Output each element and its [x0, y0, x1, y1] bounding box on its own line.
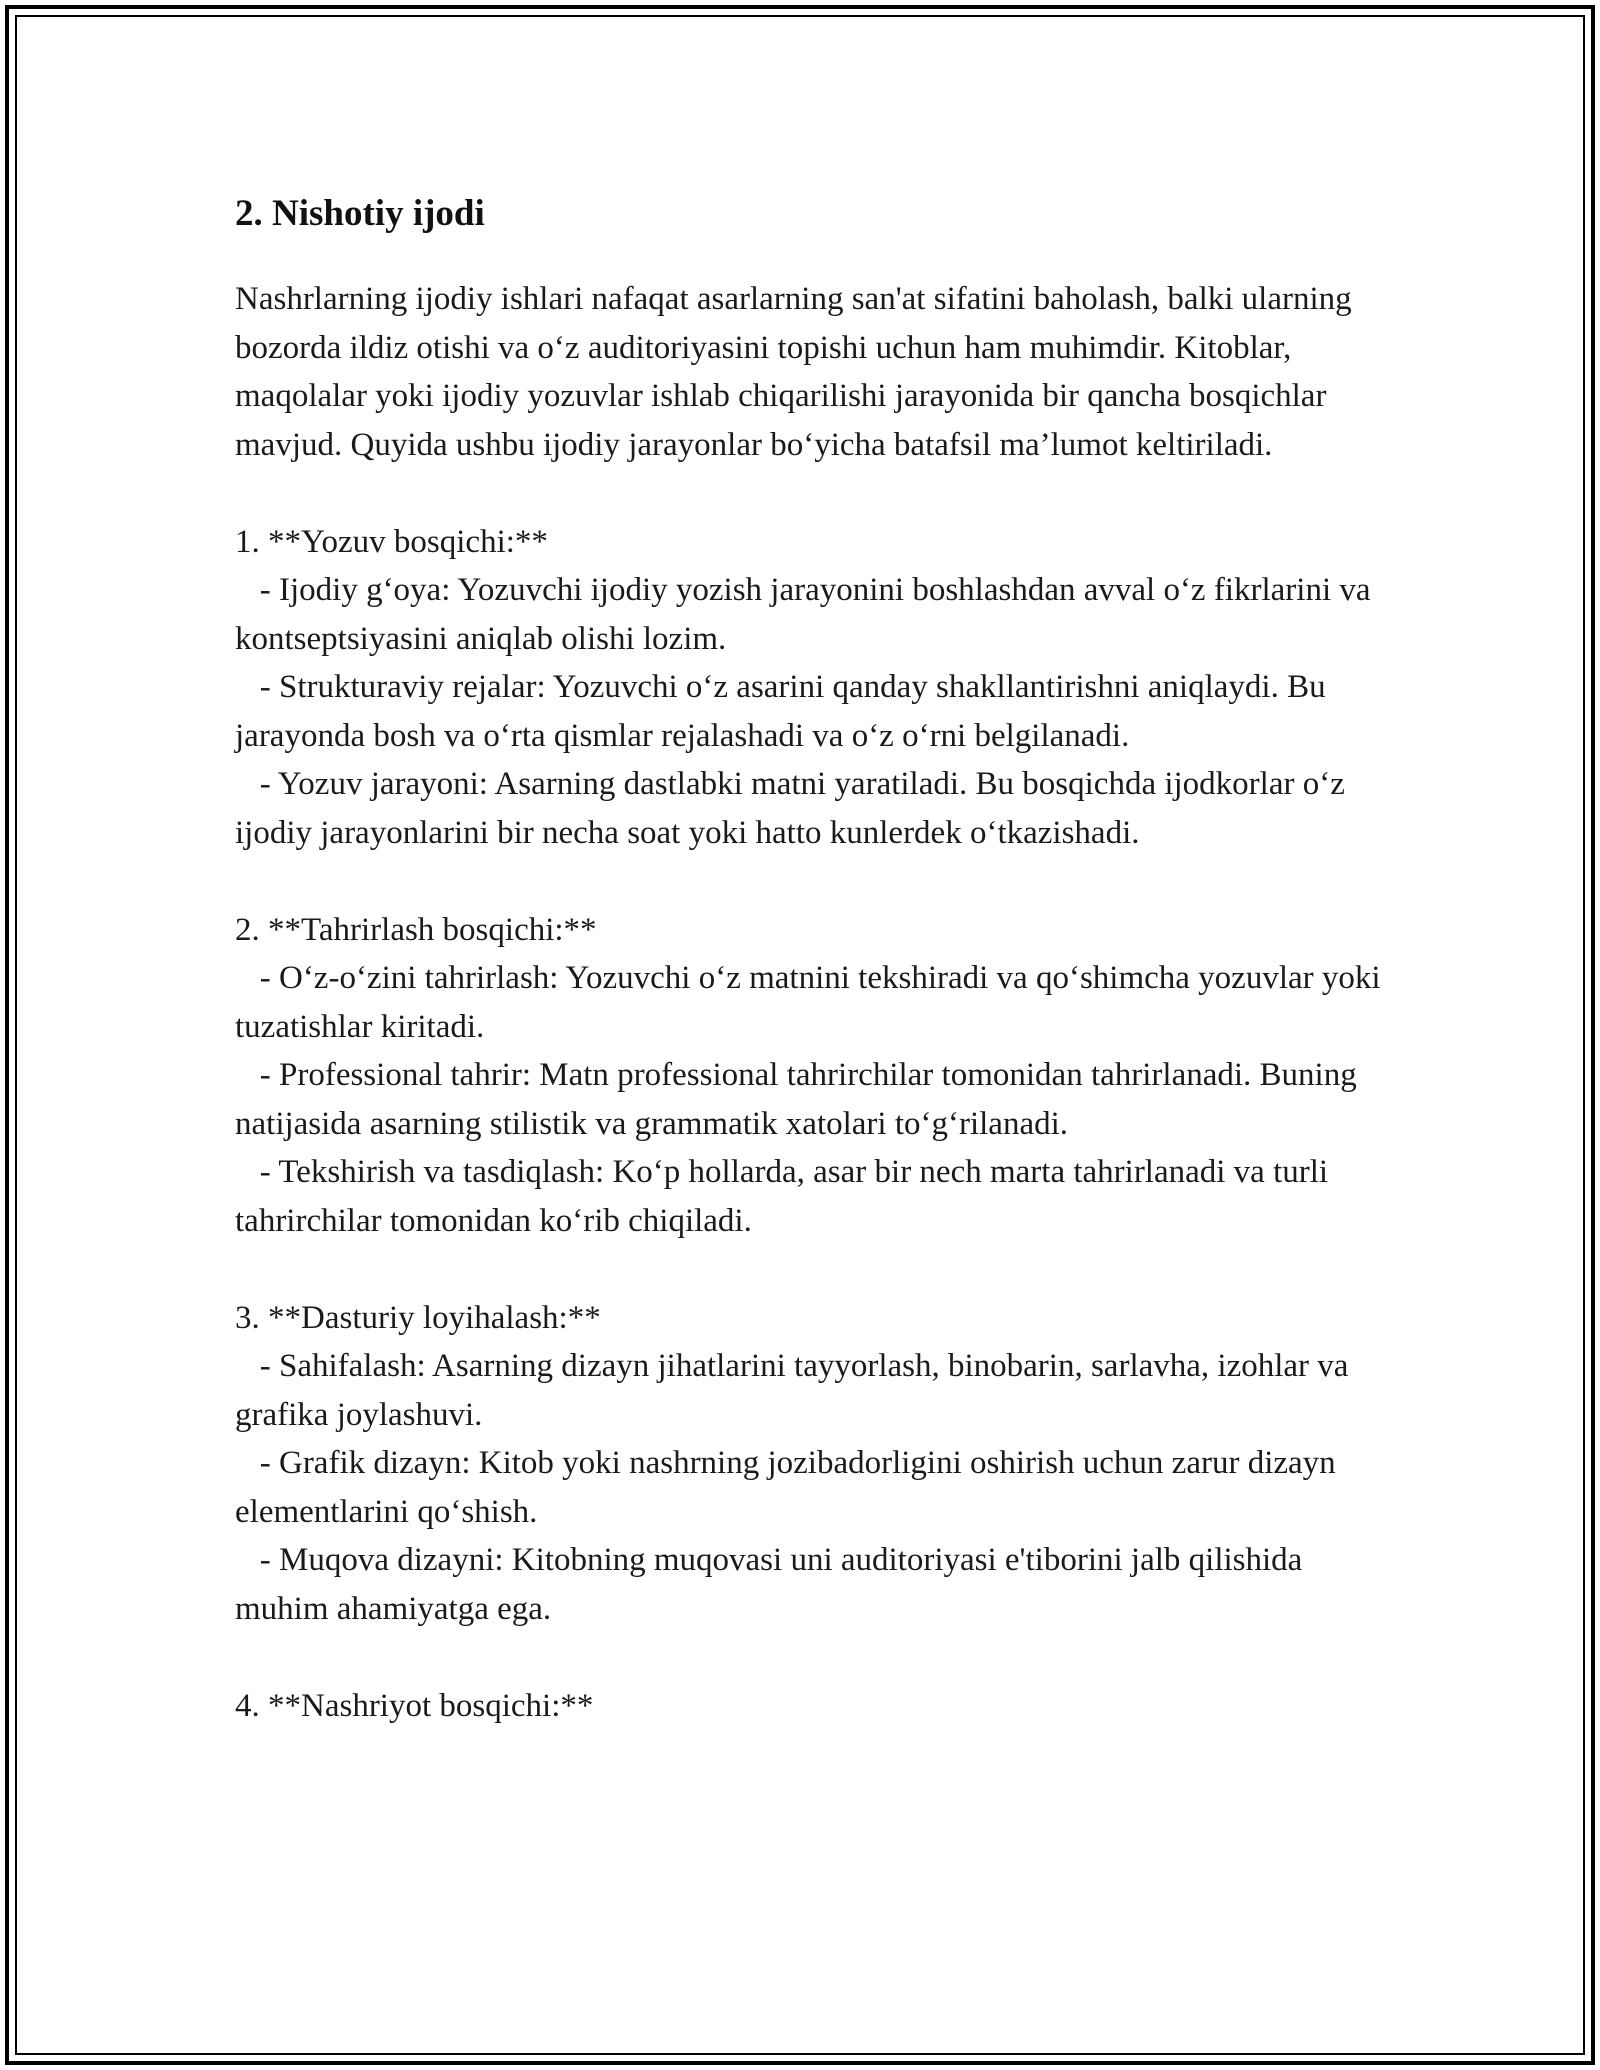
list-item: - Sahifalash: Asarning dizayn jihatlarini tayyorlash, binobarin, sarlavha, izohlar va grafika joylashuvi. [235, 1348, 1357, 1433]
spacer [235, 857, 1395, 906]
list-item: - Grafik dizayn: Kitob yoki nashrning jozibadorligini oshirish uchun zarur dizayn elementlarini qo‘shish. [235, 1445, 1344, 1530]
section-title-1: 1. **Yozuv bosqichi:** [235, 523, 548, 560]
list-item: - Ijodiy g‘oya: Yozuvchi ijodiy yozish jarayonini boshlashdan avval o‘z fikrlarini va kontseptsiyasini aniqlab olishi lozim. [235, 572, 1379, 657]
document-body [235, 185, 1395, 1730]
spacer [235, 469, 1395, 518]
list-item: - Muqova dizayni: Kitobning muqovasi uni auditoriyasi e'tiborini jalb qilishida muhim ahamiyatga ega. [235, 1542, 1311, 1627]
section-title-2: 2. **Tahrirlash bosqichi:** [235, 911, 597, 948]
spacer [235, 1245, 1395, 1294]
intro-paragraph: Nashrlarning ijodiy ishlari nafaqat asarlarning san'at sifatini baholash, balki ularning bozorda ildiz otishi va o‘z auditoriyasini topishi uchun ham muhimdir. Kitoblar, maqolalar yoki ijodiy yozuvlar ishlab chiqarilishi jarayonida bir qancha bosqichlar mavjud. Quyida ushbu ijodiy jarayonlar bo‘yicha batafsil ma’lumot keltiriladi. [235, 281, 1360, 463]
section-title-3: 3. **Dasturiy loyihalash:** [235, 1299, 601, 1336]
list-item: - Tekshirish va tasdiqlash: Ko‘p hollarda, asar bir nech marta tahrirlanadi va turli tahrirchilar tomonidan ko‘rib chiqiladi. [235, 1154, 1337, 1239]
list-item: - Yozuv jarayoni: Asarning dastlabki matni yaratiladi. Bu bosqichda ijodkorlar o‘z ijodiy jarayonlarini bir necha soat yoki hatto kunlerdek o‘tkazishadi. [235, 766, 1354, 851]
list-item: - O‘z-o‘zini tahrirlash: Yozuvchi o‘z matnini tekshiradi va qo‘shimcha yozuvlar yoki tuzatishlar kiritadi. [235, 960, 1389, 1045]
section-title-4: 4. **Nashriyot bosqichi:** [235, 1687, 594, 1724]
section-heading: 2. Nishotiy ijodi [235, 193, 485, 234]
spacer [235, 1633, 1395, 1682]
list-item: - Strukturaviy rejalar: Yozuvchi o‘z asarini qanday shakllantirishni aniqlaydi. Bu jarayonda bosh va o‘rta qismlar rejalashadi va o‘z o‘rni belgilanadi. [235, 669, 1334, 754]
list-item: - Professional tahrir: Matn professional tahrirchilar tomonidan tahrirlanadi. Buning natijasida asarning stilistik va grammatik xatolari to‘g‘rilanadi. [235, 1057, 1365, 1142]
